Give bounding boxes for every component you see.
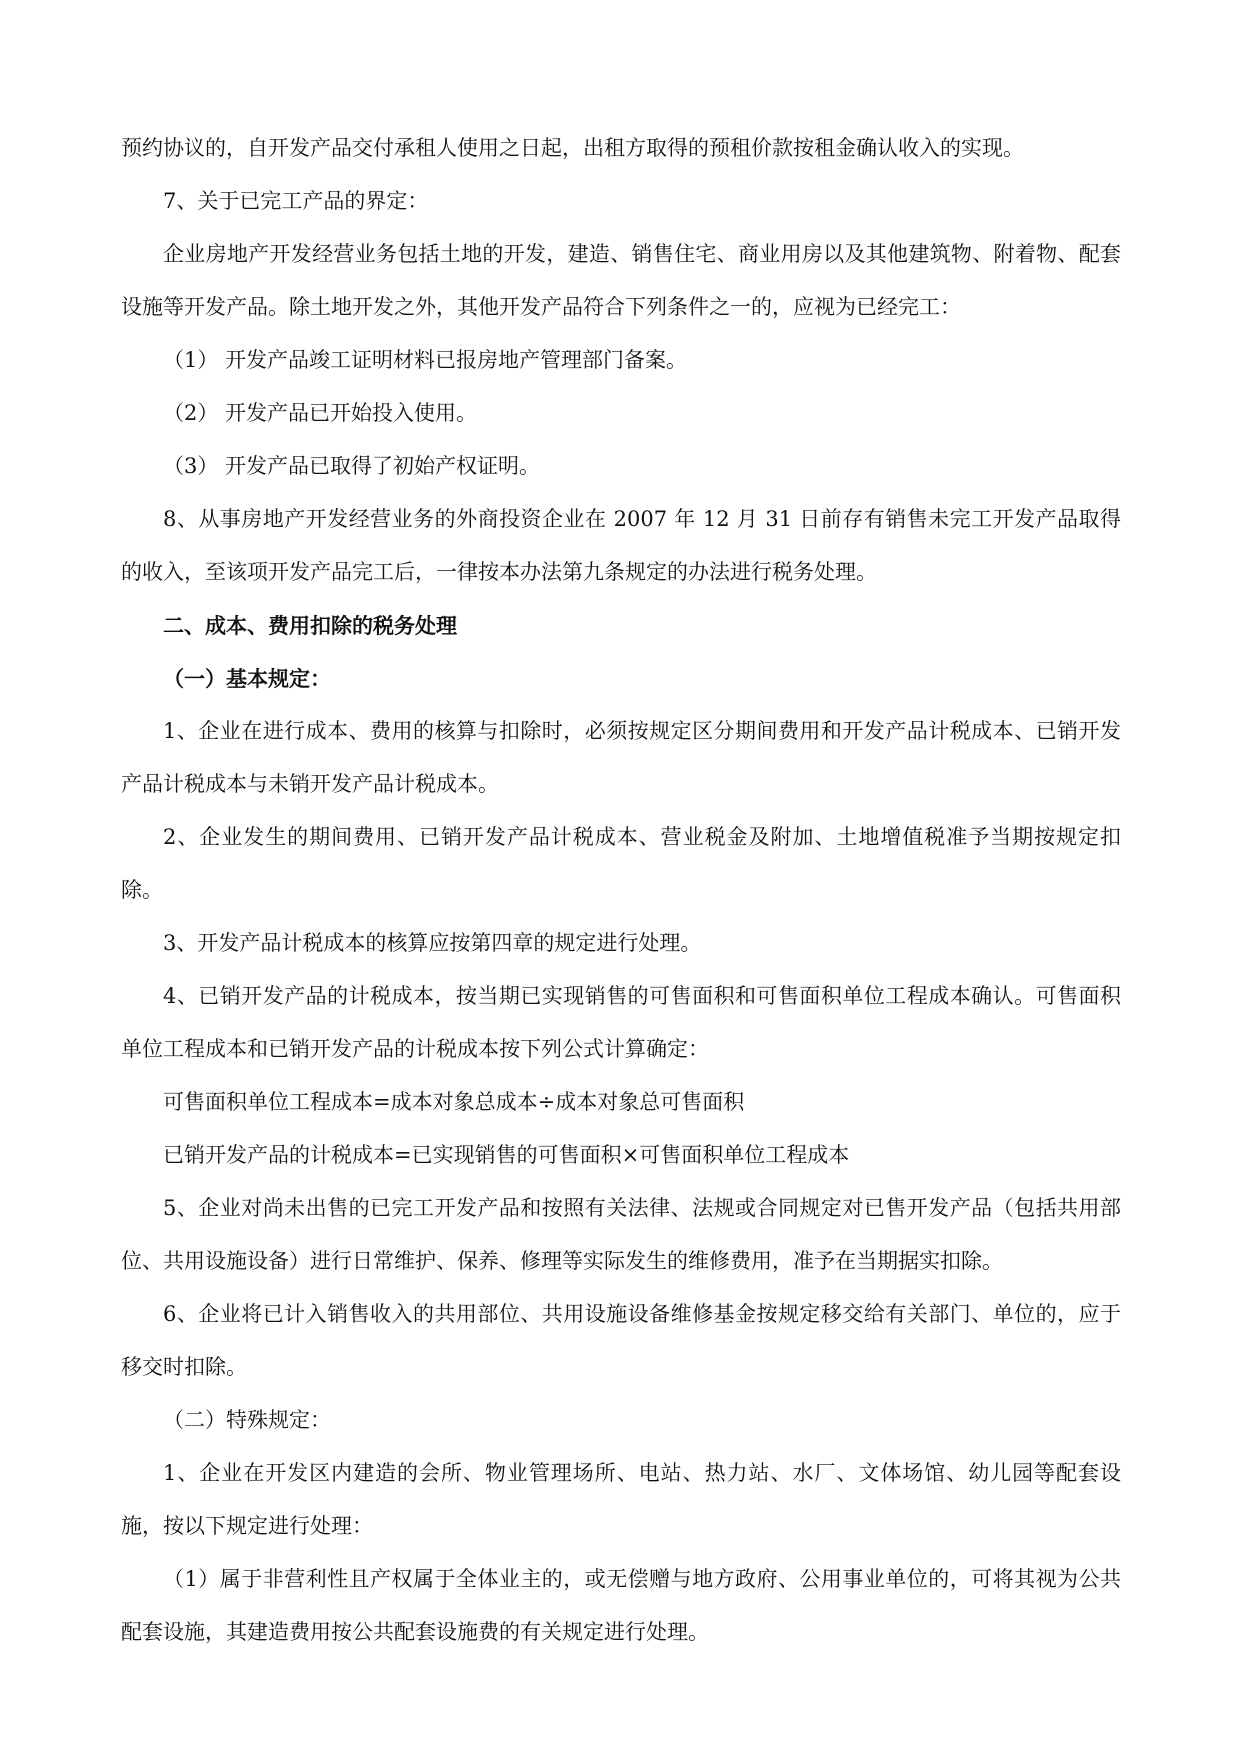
formula-unit-cost: 可售面积单位工程成本=成本对象总成本÷成本对象总可售面积 — [163, 1090, 745, 1114]
document-body — [121, 122, 1121, 1659]
item-7-heading: 7、关于已完工产品的界定： — [163, 189, 429, 213]
rule-6: 6、企业将已计入销售收入的共用部位、共用设施设备维修基金按规定移交给有关部门、单位的，应于移交时扣除。 — [121, 1302, 1121, 1379]
condition-1: （1） 开发产品竣工证明材料已报房地产管理部门备案。 — [163, 348, 688, 372]
rule-2: 2、企业发生的期间费用、已销开发产品计税成本、营业税金及附加、土地增值税准予当期按规定扣除。 — [121, 825, 1121, 902]
rule-5: 5、企业对尚未出售的已完工开发产品和按照有关法律、法规或合同规定对已售开发产品（包括共用部位、共用设施设备）进行日常维护、保养、修理等实际发生的维修费用，准予在当期据实扣除。 — [121, 1196, 1121, 1273]
subsection-basic-rules: （一）基本规定： — [163, 666, 331, 691]
section-heading-cost-deduction: 二、成本、费用扣除的税务处理 — [163, 613, 457, 638]
formula-sold-cost: 已销开发产品的计税成本=已实现销售的可售面积×可售面积单位工程成本 — [163, 1143, 850, 1167]
condition-2: （2） 开发产品已开始投入使用。 — [163, 401, 478, 425]
special-rule-1-sub-1: （1）属于非营利性且产权属于全体业主的，或无偿赠与地方政府、公用事业单位的，可将其视为公共配套设施，其建造费用按公共配套设施费的有关规定进行处理。 — [121, 1567, 1121, 1644]
item-8-paragraph: 8、从事房地产开发经营业务的外商投资企业在 2007 年 12 月 31 日前存有销售未完工开发产品取得的收入，至该项开发产品完工后，一律按本办法第九条规定的办法进行税务处理。 — [121, 507, 1121, 584]
rule-4: 4、已销开发产品的计税成本，按当期已实现销售的可售面积和可售面积单位工程成本确认。可售面积单位工程成本和已销开发产品的计税成本按下列公式计算确定： — [121, 984, 1121, 1061]
condition-3: （3） 开发产品已取得了初始产权证明。 — [163, 454, 541, 478]
rule-3: 3、开发产品计税成本的核算应按第四章的规定进行处理。 — [163, 931, 702, 955]
paragraph-completion-definition: 企业房地产开发经营业务包括土地的开发，建造、销售住宅、商业用房以及其他建筑物、附着物、配套设施等开发产品。除土地开发之外，其他开发产品符合下列条件之一的，应视为已经完工： — [121, 242, 1121, 319]
special-rule-1: 1、企业在开发区内建造的会所、物业管理场所、电站、热力站、水厂、文体场馆、幼儿园等配套设施，按以下规定进行处理： — [121, 1461, 1121, 1538]
paragraph-continuation: 预约协议的，自开发产品交付承租人使用之日起，出租方取得的预租价款按租金确认收入的实现。 — [121, 136, 1024, 160]
subsection-special-rules: （二）特殊规定： — [163, 1408, 331, 1432]
rule-1: 1、企业在进行成本、费用的核算与扣除时，必须按规定区分期间费用和开发产品计税成本、已销开发产品计税成本与未销开发产品计税成本。 — [121, 719, 1121, 796]
